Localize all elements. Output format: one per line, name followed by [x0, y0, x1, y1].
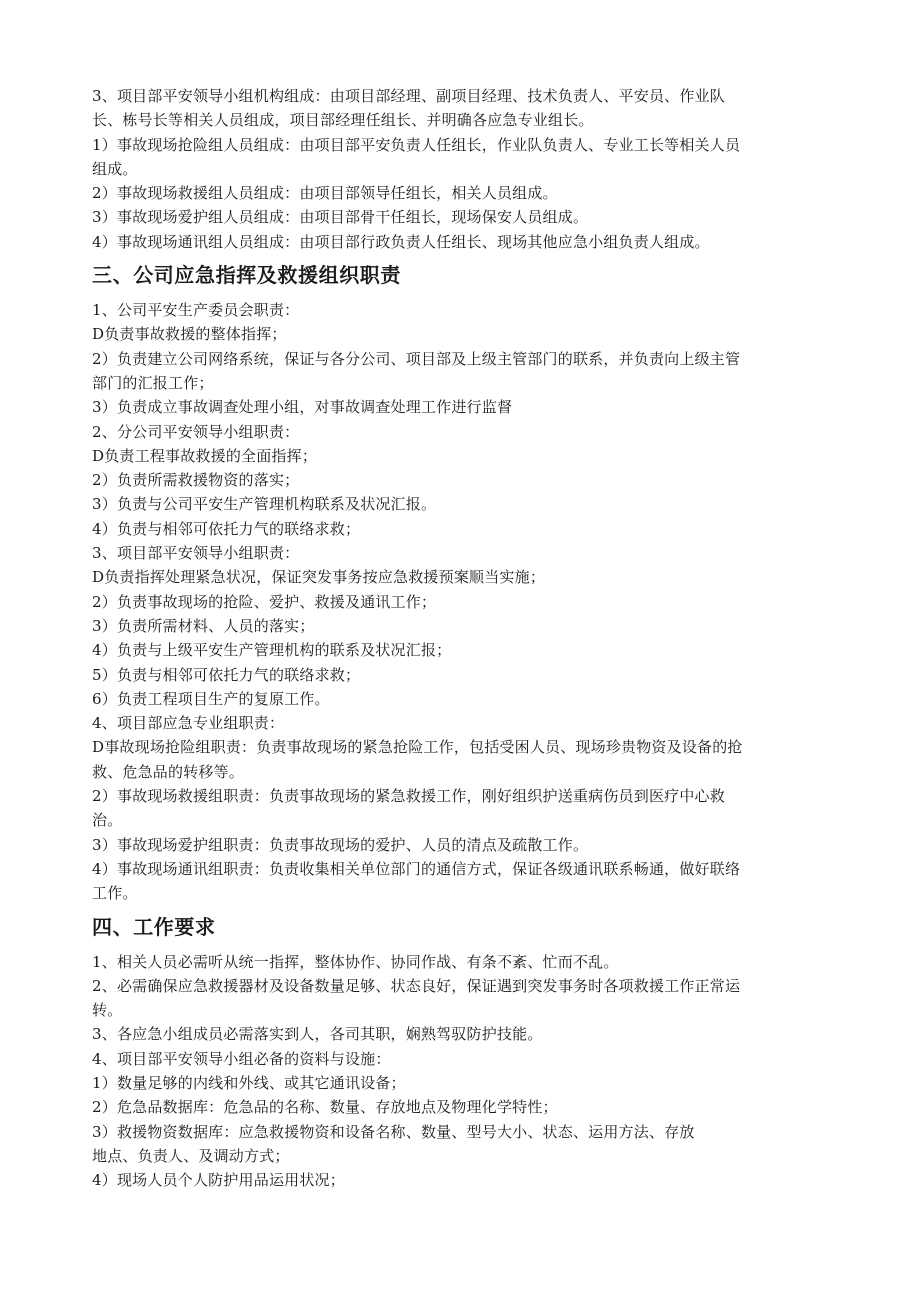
text-line: 3、各应急小组成员必需落实到人，各司其职，娴熟驾驭防护技能。	[92, 1025, 543, 1044]
text-line: 2）事故现场救援组人员组成：由项目部领导任组长，相关人员组成。	[92, 184, 558, 203]
text-line: 3）负责与公司平安生产管理机构联系及状况汇报。	[92, 495, 437, 514]
text-line: D负责工程事故救援的全面指挥；	[92, 446, 318, 465]
text-line: 3）负责成立事故调查处理小组，对事故调查处理工作进行监督	[92, 398, 513, 417]
text-line: 转。	[92, 1001, 123, 1020]
text-line: 4、项目部应急专业组职责：	[92, 714, 285, 733]
text-line: D负责指挥处理紧急状况，保证突发事务按应急救援预案顺当实施；	[92, 568, 546, 587]
section-3	[92, 258, 824, 905]
text-line: 2）危急品数据库：危急品的名称、数量、存放地点及物理化学特性；	[92, 1098, 558, 1117]
text-line: 救、危急品的转移等。	[92, 762, 245, 781]
text-line: 1、公司平安生产委员会职责：	[92, 301, 300, 320]
text-line: 4）现场人员个人防护用品运用状况；	[92, 1171, 345, 1190]
text-line: 工作。	[92, 884, 138, 903]
text-line: 2、必需确保应急救援器材及设备数量足够、状态良好，保证遇到突发事务时各项救援工作正常运	[92, 976, 741, 995]
text-line: 1）数量足够的内线和外线、或其它通讯设备；	[92, 1073, 406, 1092]
text-line: 4）事故现场通讯组职责：负责收集相关单位部门的通信方式，保证各级通讯联系畅通，做好联络	[92, 859, 741, 878]
text-line: 组成。	[92, 159, 138, 178]
text-line: 3）救援物资数据库：应急救援物资和设备名称、数量、型号大小、状态、运用方法、存放	[92, 1122, 695, 1141]
text-line: 3、项目部平安领导小组职责：	[92, 544, 300, 563]
text-line: 3）事故现场爱护组职责：负责事故现场的爱护、人员的清点及疏散工作。	[92, 835, 589, 854]
section-4-heading: 四、工作要求	[92, 914, 216, 939]
text-line: 4）负责与相邻可依托力气的联络求救；	[92, 519, 361, 538]
text-line: 3）负责所需材料、人员的落实；	[92, 616, 315, 635]
section-2-continuation	[92, 84, 824, 254]
text-line: 2）负责事故现场的抢险、爱护、救援及通讯工作；	[92, 592, 437, 611]
text-line: 1）事故现场抢险组人员组成：由项目部平安负责人任组长，作业队负责人、专业工长等相关人员	[92, 135, 741, 154]
text-line: 部门的汇报工作；	[92, 373, 214, 392]
text-line: 3）事故现场爱护组人员组成：由项目部骨干任组长，现场保安人员组成。	[92, 208, 589, 227]
text-line: 4）事故现场通讯组人员组成：由项目部行政负责人任组长、现场其他应急小组负责人组成。	[92, 232, 710, 251]
text-line: 1、相关人员必需听从统一指挥，整体协作、协同作战、有条不紊、忙而不乱。	[92, 952, 619, 971]
text-line: 长、栋号长等相关人员组成，项目部经理任组长、并明确各应急专业组长。	[92, 111, 594, 130]
text-line: 4）负责与上级平安生产管理机构的联系及状况汇报；	[92, 641, 452, 660]
text-line: 2）事故现场救援组职责：负责事故现场的紧急救援工作，刚好组织护送重病伤员到医疗中心救	[92, 787, 725, 806]
text-line: 6）负责工程项目生产的复原工作。	[92, 689, 330, 708]
text-line: D事故现场抢险组职责：负责事故现场的紧急抢险工作，包括受困人员、现场珍贵物资及设备的抢	[92, 738, 743, 757]
text-line: D负责事故救援的整体指挥；	[92, 325, 287, 344]
section-3-heading: 三、公司应急指挥及救援组织职责	[92, 263, 401, 288]
text-line: 4、项目部平安领导小组必备的资料与设施：	[92, 1049, 391, 1068]
text-line: 3、项目部平安领导小组机构组成：由项目部经理、副项目经理、技术负责人、平安员、作业队	[92, 87, 725, 105]
text-line: 地点、负责人、及调动方式；	[92, 1146, 290, 1165]
text-line: 2、分公司平安领导小组职责：	[92, 422, 300, 441]
text-line: 治。	[92, 811, 123, 830]
text-line: 5）负责与相邻可依托力气的联络求救；	[92, 665, 361, 684]
section-4	[92, 910, 824, 1193]
text-line: 2）负责建立公司网络系统，保证与各分公司、项目部及上级主管部门的联系，并负责向上级主管	[92, 349, 741, 368]
text-line: 2）负责所需救援物资的落实；	[92, 471, 300, 490]
